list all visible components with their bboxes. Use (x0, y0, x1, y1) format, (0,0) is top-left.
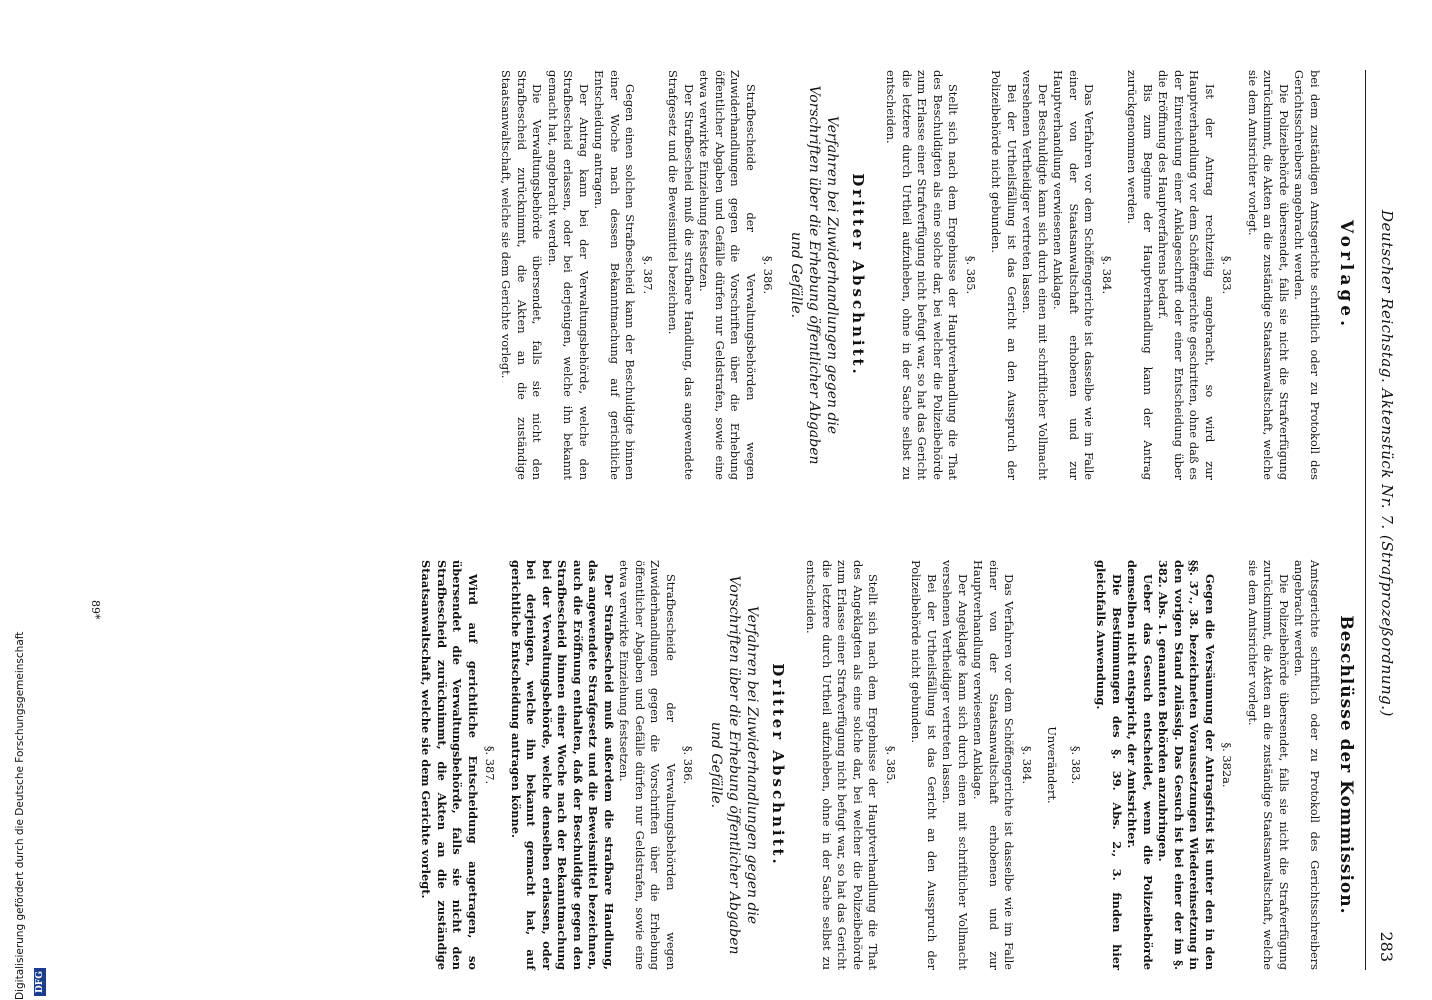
paragraph: Bei der Urtheilsfällung ist das Gericht an den Ausspruch der Polizeibehörde nicht gebunden. (909, 560, 939, 970)
abschnitt-title: Verfahren bei Zuwiderhandlungen gegen die Vorschriften über die Erhebung öffentlicher Abgaben und Gefälle. (708, 575, 761, 955)
section-number: §. 383. (1220, 255, 1235, 295)
section-number: §. 385. (964, 255, 978, 295)
paragraph: Der Antrag kann bei der Verwaltungsbehörde, welche den Strafbescheid erlassen, oder bei derjenigen, welche ihn bekannt gemacht hat, angebracht werden. (546, 70, 591, 480)
folio-number: 89* (89, 600, 102, 620)
paragraph-bold: Gegen die Versäumung der Antragsfrist ist unter den in den §§. 37., 38. bezeichneten Voraussetzungen Wiedereinsetzung in den vorigen Stand zulässig. Das Gesuch ist bei einer der im §. 382. Abs. 1. genannten Behörden anzubringen. (1156, 560, 1217, 970)
paragraph: Die Polizeibehörde übersendet, falls sie nicht die Strafverfügung zurücknimmt, die Akten an die zuständige Staatsanwaltschaft, welche sie dem Amtsrichter vorlegt. (1246, 560, 1291, 970)
paragraph: Bei der Urtheilsfällung ist das Gericht an den Ausspruch der Polizeibehörde nicht gebunden. (989, 70, 1019, 480)
paragraph: Das Verfahren vor dem Schöffengerichte ist dasselbe wie im Falle einer von der Staatsanwaltschaft erhobenen und zur Hauptverhandlung verwiesenen Anklage. (971, 560, 1017, 970)
section-number: §. 386. (681, 745, 696, 785)
dfg-logo: DFG (34, 968, 46, 996)
paragraph: Die Verwaltungsbehörde übersendet, falls sie nicht den Strafbescheid zurücknimmt, die Akten an die zuständige Staatsanwaltschaft, welche sie dem Gerichte vorlegt. (499, 70, 545, 480)
abschnitt-heading: Dritter Abschnitt. (769, 663, 787, 867)
paragraph-bold: Ueber das Gesuch entscheidet, wenn die Polizeibehörde demselben nicht entspricht, der Amtsrichter. (1125, 560, 1155, 970)
paragraph: Der Beschuldigte kann sich durch einen mit schriftlicher Vollmacht versehenen Vertheidiger vertreten lassen. (1020, 70, 1050, 480)
paragraph: Der Strafbescheid muß die strafbare Handlung, das angewendete Strafgesetz und die Beweismittel bezeichnen. (666, 70, 696, 480)
digitization-credit (8, 600, 45, 1000)
paragraph: bei dem zuständigen Amtsgerichte schriftlich oder zu Protokoll des Gerichtsschreibers angebracht werden. (1292, 70, 1322, 480)
paragraph: Stellt sich nach dem Ergebnisse der Hauptverhandlung die That des Beschuldigten als eine solche dar, bei welcher die Polizeibehörde zum Erlasse einer Strafverfügung nicht befugt war, so hat das Gericht die letztere durch Urtheil aufzuheben, ohne in der Sache selbst zu entscheiden. (884, 70, 961, 480)
unchanged-note: Unverändert. (1045, 726, 1060, 804)
credit-text: Digitalisierung gefördert durch die Deutsche Forschungsgemeinschaft (14, 631, 26, 1000)
left-column-heading: Vorlage. (1336, 219, 1356, 331)
paragraph: Das Verfahren vor dem Schöffengerichte ist dasselbe wie im Falle einer von der Staatsanwaltschaft erhobenen und zur Hauptverhandlung verwiesenen Anklage. (1051, 70, 1097, 480)
header-title: Deutscher Reichstag. Aktenstück Nr. 7. (Strafprozeßordnung.) (1378, 210, 1396, 717)
paragraph: Die Polizeibehörde übersendet, falls sie nicht die Strafverfügung zurücknimmt, die Akten an die zuständige Staatsanwaltschaft, welche sie dem Amtsrichter vorlegt. (1246, 70, 1291, 480)
paragraph: Strafbescheide der Verwaltungsbehörden wegen Zuwiderhandlungen gegen die Vorschriften über die Erhebung öffentlicher Abgaben und Gefälle dürfen nur Geldstrafen, sowie eine etwa verwirkte Einziehung festsetzen. (617, 560, 678, 970)
paragraph: Strafbescheide der Verwaltungsbehörden wegen Zuwiderhandlungen gegen die Vorschriften über die Erhebung öffentlicher Abgaben und Gefälle dürfen nur Geldstrafen, sowie eine etwa verwirkte Einziehung festsetzen. (697, 70, 758, 480)
paragraph: Bis zum Beginne der Hauptverhandlung kann der Antrag zurückgenommen werden. (1125, 70, 1155, 480)
paragraph: Der Angeklagte kann sich durch einen mit schriftlicher Vollmacht versehenen Vertheidiger vertreten lassen. (940, 560, 970, 970)
paragraph: Ist der Antrag rechtzeitig angebracht, so wird zur Hauptverhandlung vor dem Schöffengerichte geschritten, ohne daß es der Einreichung einer Anklageschrift oder einer Entscheidung über die Eröffnung des Hauptverfahrens bedarf. (1156, 70, 1217, 480)
section-number: §. 384. (1100, 255, 1114, 295)
paragraph: Stellt sich nach dem Ergebnisse der Hauptverhandlung die That des Angeklagten als eine solche dar, bei welcher die Polizeibehörde zum Erlasse einer Strafverfügung nicht befugt war, so hat das Gericht die letztere durch Urtheil aufzuheben, ohne in der Sache selbst zu entscheiden. (804, 560, 881, 970)
section-number: §. 385. (884, 745, 898, 785)
right-column (418, 560, 1322, 970)
paragraph-bold: Wird auf gerichtliche Entscheidung angetragen, so übersendet die Verwaltungsbehörde, falls sie nicht den Strafbescheid zurücknimmt, die Akten an die zuständige Staatsanwaltschaft, welche sie dem Gerichte vorlegt. (419, 560, 480, 970)
running-header (1366, 70, 1406, 970)
paragraph: Amtsgerichte schriftlich oder zu Protokoll des Gerichtsschreibers angebracht werden. (1292, 560, 1322, 970)
paragraph-bold: Der Strafbescheid muß außerdem die strafbare Handlung, das angewendete Strafgesetz und die Beweismittel bezeichnen, auch die Eröffnung enthalten, daß der Beschuldigte gegen den Strafbescheid binnen einer Woche nach der Bekanntmachung bei der Verwaltungsbehörde, welche denselben erlassen, oder bei derjenigen, welche ihn bekannt gemacht hat, auf gerichtliche Entscheidung antragen könne. (509, 560, 616, 970)
abschnitt-title: Verfahren bei Zuwiderhandlungen gegen die Vorschriften über die Erhebung öffentlicher Abgaben und Gefälle. (788, 85, 841, 465)
header-rule (1365, 70, 1366, 970)
section-number: §. 383. (1069, 745, 1083, 785)
section-number: §. 384. (1020, 745, 1034, 785)
section-number: §. 387. (483, 745, 498, 785)
left-column (498, 70, 1322, 480)
right-column-heading: Beschlüsse der Kommission. (1336, 615, 1356, 915)
abschnitt-heading: Dritter Abschnitt. (849, 173, 867, 377)
page-number: 283 (1377, 931, 1396, 962)
section-number: §. 387. (641, 255, 655, 295)
section-number: §. 382a. (1220, 742, 1235, 788)
paragraph-bold: Die Bestimmungen des §. 39. Abs. 2., 3. finden hier gleichfalls Anwendung. (1094, 560, 1124, 970)
section-number: §. 386. (761, 255, 776, 295)
paragraph: Gegen einen solchen Strafbescheid kann der Beschuldigte binnen einer Woche nach dessen Bekanntmachung auf gerichtliche Entscheidung antragen. (592, 70, 638, 480)
